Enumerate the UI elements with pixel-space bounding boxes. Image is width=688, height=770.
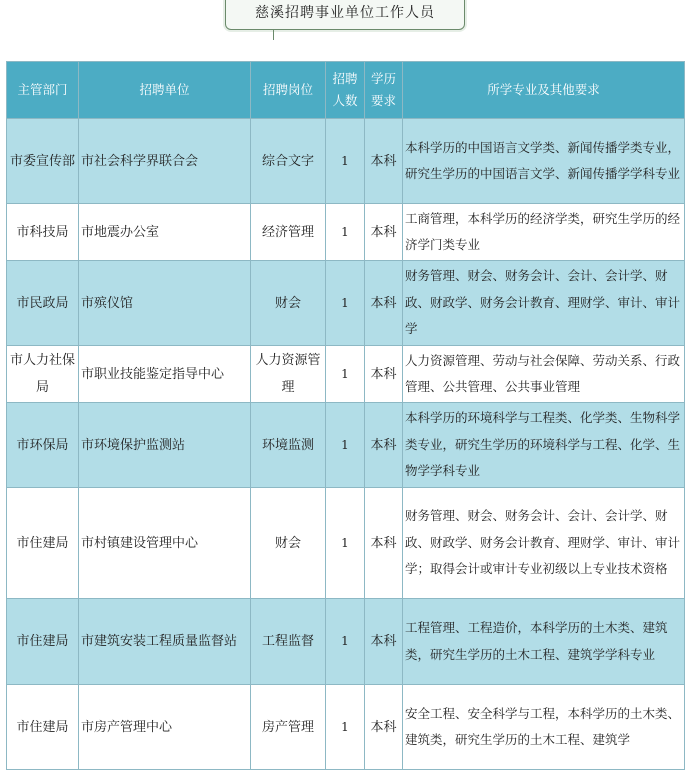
cell-count: 1 [326, 204, 365, 261]
cell-count: 1 [326, 261, 365, 346]
cell-requirements: 本科学历的中国语言文学类、新闻传播学类专业，研究生学历的中国语言文学、新闻传播学学科专业 [403, 119, 685, 204]
cell-position: 财会 [251, 261, 326, 346]
cell-dept: 市委宣传部 [7, 119, 79, 204]
cell-unit: 市地震办公室 [79, 204, 251, 261]
cell-unit: 市房产管理中心 [79, 685, 251, 770]
cell-edu: 本科 [365, 599, 403, 685]
cell-requirements: 安全工程、安全科学与工程，本科学历的土木类、建筑类，研究生学历的土木工程、建筑学 [403, 685, 685, 770]
cell-count: 1 [326, 346, 365, 403]
cell-requirements: 人力资源管理、劳动与社会保障、劳动关系、行政管理、公共管理、公共事业管理 [403, 346, 685, 403]
header-unit: 招聘单位 [79, 62, 251, 119]
table-row [7, 204, 685, 261]
cell-unit: 市职业技能鉴定指导中心 [79, 346, 251, 403]
cell-edu: 本科 [365, 261, 403, 346]
cell-edu: 本科 [365, 403, 403, 488]
cell-edu: 本科 [365, 488, 403, 599]
cell-count: 1 [326, 599, 365, 685]
cell-edu: 本科 [365, 346, 403, 403]
cell-unit: 市社会科学界联合会 [79, 119, 251, 204]
cell-position: 经济管理 [251, 204, 326, 261]
header-requirements: 所学专业及其他要求 [403, 62, 685, 119]
cell-edu: 本科 [365, 204, 403, 261]
cell-dept: 市住建局 [7, 488, 79, 599]
cell-count: 1 [326, 488, 365, 599]
cell-dept: 市科技局 [7, 204, 79, 261]
cell-dept: 市民政局 [7, 261, 79, 346]
cell-position: 房产管理 [251, 685, 326, 770]
cell-unit: 市村镇建设管理中心 [79, 488, 251, 599]
cell-dept: 市环保局 [7, 403, 79, 488]
cell-dept: 市住建局 [7, 685, 79, 770]
cell-position: 环境监测 [251, 403, 326, 488]
header-count: 招聘人数 [326, 62, 365, 119]
title-box [225, 0, 465, 30]
cell-count: 1 [326, 119, 365, 204]
header-position: 招聘岗位 [251, 62, 326, 119]
cell-edu: 本科 [365, 119, 403, 204]
cell-requirements: 工商管理，本科学历的经济学类，研究生学历的经济学门类专业 [403, 204, 685, 261]
cell-position: 人力资源管理 [251, 346, 326, 403]
cell-requirements: 财务管理、财会、财务会计、会计、会计学、财政、财政学、财务会计教育、理财学、审计、审计学；取得会计或审计专业初级以上专业技术资格 [403, 488, 685, 599]
cell-edu: 本科 [365, 685, 403, 770]
table-row [7, 685, 685, 770]
cell-dept: 市住建局 [7, 599, 79, 685]
table-row [7, 119, 685, 204]
cell-requirements: 财务管理、财会、财务会计、会计、会计学、财政、财政学、财务会计教育、理财学、审计、审计学 [403, 261, 685, 346]
header-edu: 学历要求 [365, 62, 403, 119]
table-row [7, 599, 685, 685]
cell-position: 财会 [251, 488, 326, 599]
title-connector [273, 30, 274, 40]
cell-count: 1 [326, 685, 365, 770]
page-title: 慈溪招聘事业单位工作人员 [255, 5, 435, 21]
cell-unit: 市环境保护监测站 [79, 403, 251, 488]
recruitment-table [6, 61, 685, 770]
cell-dept: 市人力社保局 [7, 346, 79, 403]
cell-unit: 市建筑安装工程质量监督站 [79, 599, 251, 685]
cell-position: 工程监督 [251, 599, 326, 685]
cell-requirements: 工程管理、工程造价，本科学历的土木类、建筑类，研究生学历的土木工程、建筑学学科专业 [403, 599, 685, 685]
table-header-row [7, 62, 685, 119]
table-row [7, 346, 685, 403]
table-row [7, 488, 685, 599]
cell-position: 综合文字 [251, 119, 326, 204]
cell-count: 1 [326, 403, 365, 488]
cell-unit: 市殡仪馆 [79, 261, 251, 346]
table-row [7, 261, 685, 346]
cell-requirements: 本科学历的环境科学与工程类、化学类、生物科学类专业，研究生学历的环境科学与工程、化学、生物学学科专业 [403, 403, 685, 488]
table-row [7, 403, 685, 488]
header-dept: 主管部门 [7, 62, 79, 119]
